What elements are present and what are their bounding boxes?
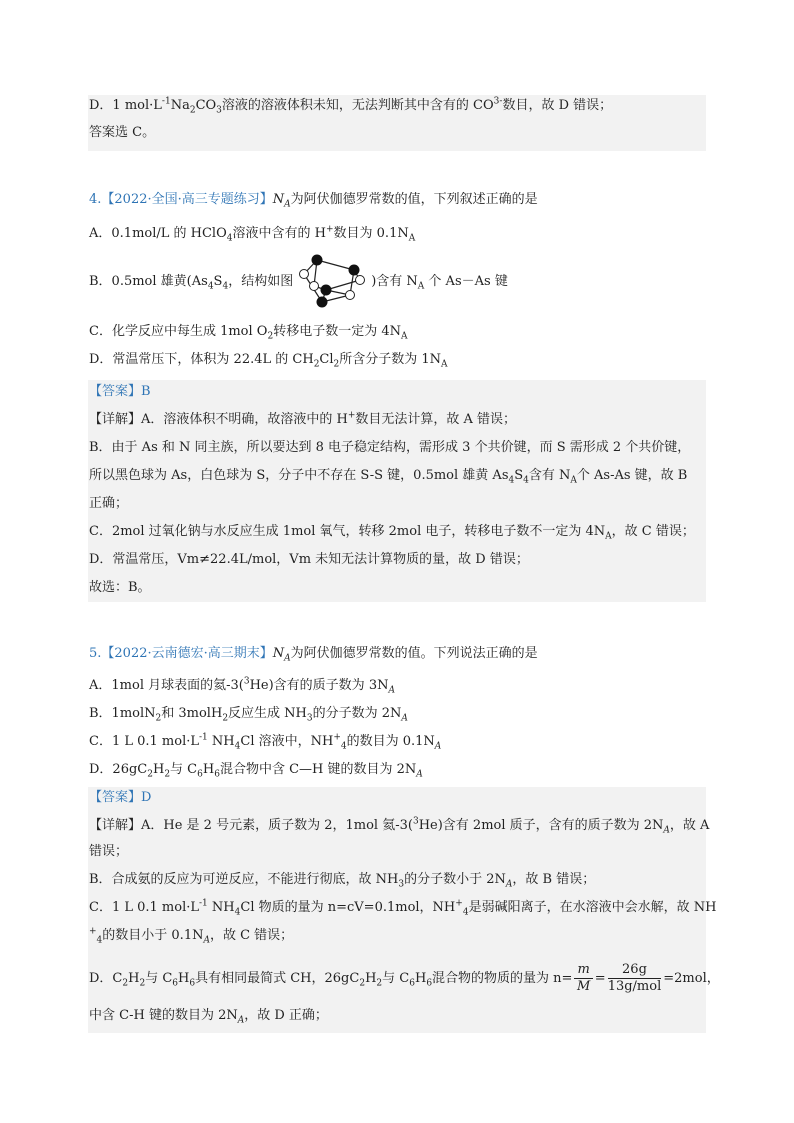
s-atom-white	[346, 291, 355, 300]
q5-explanation-3: B．合成氨的反应为可逆反应，不能进行彻底，故 $NH_3$的分子数小于 $2N_A$，故 B 错误；	[89, 872, 596, 890]
as-atom-black	[317, 297, 328, 308]
q4-explanation-5: C．2mol 过氧化钠与水反应生成 1mol 氧气，转移 2mol 电子，转移电子数不一定为 $4N_A$，故 C 错误；	[89, 524, 695, 542]
q5-explanation-5: +$_4$的数目小于 $0.1N_A$，故 C 错误；	[89, 926, 294, 946]
q5-answer-label: 【答案】D	[89, 790, 152, 805]
q5-explanation-7: 中含 C-H 键的数目为 $2N_A$，故 D 正确；	[89, 1008, 328, 1026]
q4-option-c: C．化学反应中每生成 1mol $O_2$转移电子数一定为 $4N_A$	[89, 324, 408, 342]
q4-answer-label: 【答案】B	[89, 384, 151, 399]
q4-stem: 4.【2022·全国·高三专题练习】$N_A$为阿伏伽德罗常数的值，下列叙述正确的是	[89, 192, 538, 210]
as4s4-structure-diagram	[292, 252, 376, 310]
top-answer: 答案选 C。	[89, 125, 156, 140]
as-atom-black	[349, 265, 360, 276]
q4-option-b: B．0.5mol 雄黄($As_4S_4$，结构如图 )含有 $N_A$ 个 As－As 键	[89, 274, 508, 292]
q5-stem: 5.【2022·云南德宏·高三期末】$N_A$为阿伏伽德罗常数的值。下列说法正确的是	[89, 646, 538, 664]
q5-explanation-4: C．1 L 0.1 $mol\cdot L^{-1}$ $NH_4Cl$ 物质的量为 n=cV=0.1mol，$NH^+_4$是弱碱阳离子，在水溶液中会水解，故 NH	[89, 898, 717, 918]
s-atom-white	[310, 282, 319, 291]
top-option-d: D．1 $mol\cdot L^{-1}Na_2CO_3$溶液的溶液体积未知，无法判断其中含有的 $CO^{3-}$数目，故 D 错误；	[89, 96, 613, 116]
q4-option-d: D．常温常压下，体积为 22.4L 的 $CH_2Cl_2$所含分子数为 $1N_A$	[89, 352, 448, 370]
s-atom-white	[300, 270, 309, 279]
q5-explanation-6: D．$C_2H_2$与 $C_6H_6$具有相同最简式 CH，$26gC_2H_2$与 $C_6H_6$混合物的物质的量为 n= $\frac{m}{M}$ = $\frac{26g}{\text{13g/mol}}$ =2mol，	[89, 962, 720, 994]
as-atom-black	[321, 285, 332, 296]
q5-option-a: A．1mol 月球表面的氦-3($^3$He)含有的质子数为 $3N_A$	[89, 676, 395, 696]
fraction-m-over-M: $\frac{m}{M}$	[574, 962, 592, 995]
q5-option-d: D．$26gC_2H_2$与 $C_6H_6$混合物中含 C—H 键的数目为 $2N_A$	[89, 762, 423, 780]
q4-explanation-3: 所以黑色球为 As，白色球为 S，分子中不存在 S-S 键，0.5mol 雄黄 $As_4S_4$含有 $N_A$个 As-As 键，故 B	[89, 468, 688, 486]
fraction-26g-over-13gmol: $\frac{26g}{\text{13g/mol}}$	[607, 962, 662, 994]
q4-explanation-6: D．常温常压，Vm≠22.4L/mol，Vm 未知无法计算物质的量，故 D 错误；	[89, 552, 529, 567]
q5-explanation-2: 错误；	[89, 844, 129, 859]
q4-explanation-4: 正确；	[89, 496, 129, 511]
s-atom-white	[356, 276, 365, 285]
q5-explanation-1: 【详解】A．He 是 2 号元素，质子数为 2，1mol 氦-3($^3$He)含有 2mol 质子，含有的质子数为 $2N_A$，故 A	[89, 816, 710, 836]
q4-explanation-2: B．由于 As 和 N 同主族，所以要达到 8 电子稳定结构，需形成 3 个共价键，而 S 需形成 2 个共价键，	[89, 440, 691, 455]
q4-explanation-1: 【详解】A．溶液体积不明确，故溶液中的 H+数目无法计算，故 A 错误；	[89, 410, 517, 427]
as-atom-black	[312, 255, 323, 266]
q5-option-b: B．1molN$_2$和 3molH$_2$反应生成 $NH_3$的分子数为 $2N_A$	[89, 706, 408, 724]
q5-option-c: C．1 L 0.1 $mol\cdot L^{-1}$ $NH_4Cl$ 溶液中，$NH^+_4$的数目为 $0.1N_A$	[89, 732, 442, 752]
q4-explanation-7: 故选：B。	[89, 580, 151, 595]
q4-option-a: A．0.1mol/L 的 HClO$_4$溶液中含有的 H+数目为 $0.1N_A$	[89, 224, 416, 244]
